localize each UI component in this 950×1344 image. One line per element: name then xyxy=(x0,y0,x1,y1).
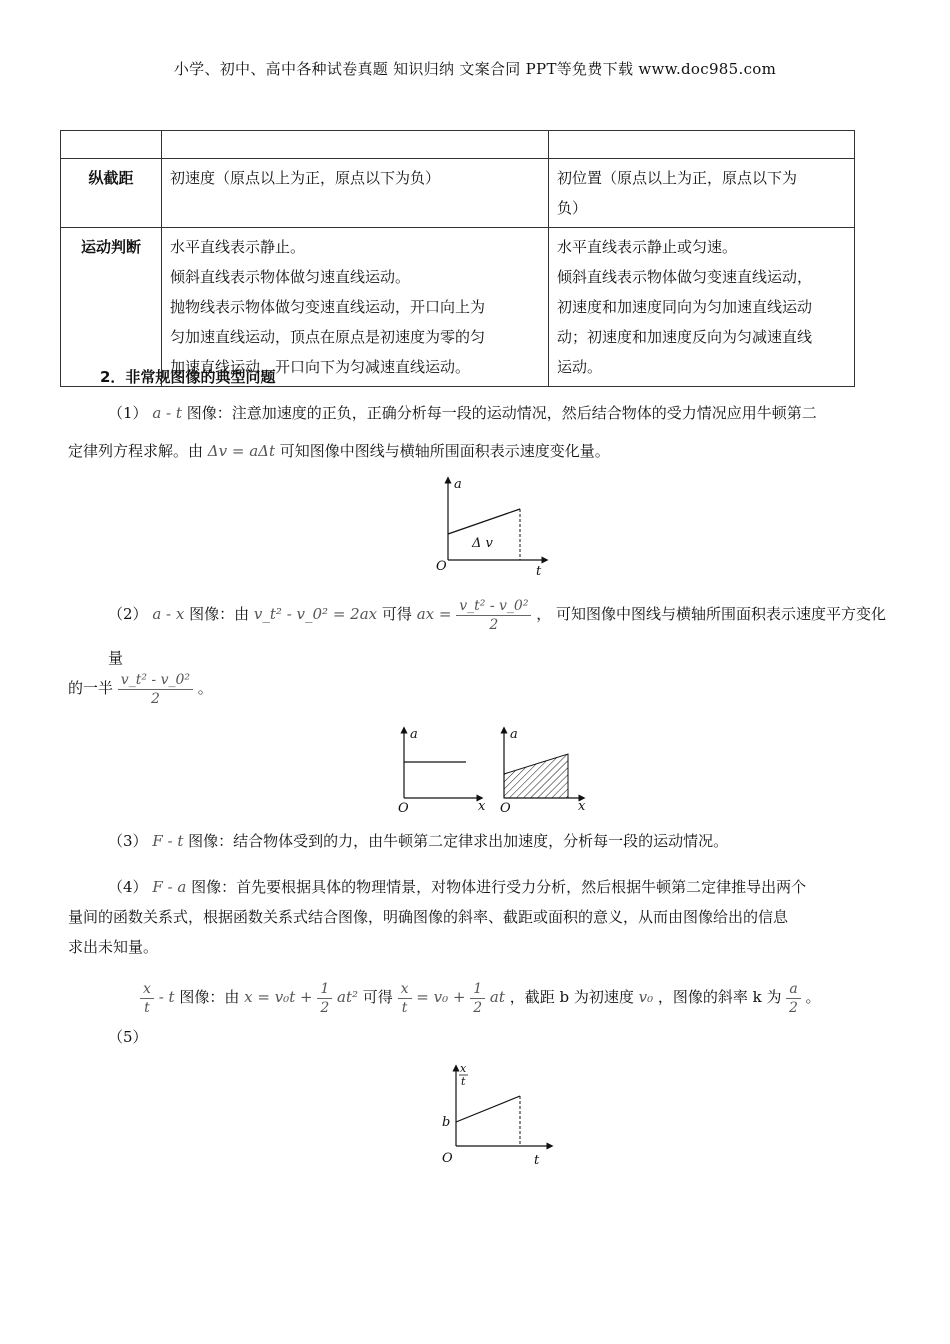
item5-formula1: x = v₀t + xyxy=(244,988,318,1006)
row-head: 纵截距 xyxy=(61,159,162,228)
cell-line: 抛物线表示物体做匀变速直线运动，开口向上为 xyxy=(170,298,486,316)
origin-label: O xyxy=(500,801,511,816)
item5-formula2-tail: at xyxy=(489,988,505,1006)
item2-text-b: 可得 xyxy=(381,605,412,623)
a-half-fraction xyxy=(786,980,800,1017)
ax-graphs xyxy=(392,724,598,816)
hatched-area xyxy=(504,754,568,798)
intercept-label: b xyxy=(442,1115,451,1130)
item4-line3: 求出未知量。 xyxy=(68,938,159,956)
table-row xyxy=(61,159,855,228)
cell-line: 负） xyxy=(557,199,588,217)
item1-math: a - t xyxy=(152,404,182,422)
frac-numerator: 1 xyxy=(317,980,332,999)
cell-line: 初速度（原点以上为正，原点以下为负） xyxy=(170,169,441,187)
graph-line xyxy=(456,1096,520,1122)
item2-text-c: ， 可知图像中图线与横轴所围面积表示速度平方变化量 xyxy=(108,605,887,667)
ax-graph-constant xyxy=(398,727,486,816)
cell-line: 匀加速直线运动，顶点在原点是初速度为零的匀 xyxy=(170,328,486,346)
y-label-denominator: t xyxy=(461,1075,466,1088)
item4-line1 xyxy=(108,872,898,902)
frac-denominator: 2 xyxy=(789,999,798,1016)
item3-num: （3） xyxy=(108,832,148,850)
page-header: 小学、初中、高中各种试卷真题 知识归纳 文案合同 PPT等免费下载 www.doc985.com xyxy=(173,60,777,78)
item2-text-e: 。 xyxy=(197,679,213,697)
item5-text-c: ，截距 b 为初速度 xyxy=(509,988,634,1006)
item5-text-e: 。 xyxy=(805,988,821,1006)
item2-math: a - x xyxy=(152,605,185,623)
half-fraction-2 xyxy=(470,980,485,1017)
x-label: t xyxy=(534,1153,540,1168)
frac-denominator: 2 xyxy=(473,999,483,1016)
xt-fraction xyxy=(140,980,154,1017)
item1-line1 xyxy=(108,398,888,428)
origin-label: O xyxy=(442,1151,453,1166)
cell-line: 倾斜直线表示物体做匀速直线运动。 xyxy=(170,268,411,286)
item5-minus-t: - t xyxy=(158,988,175,1006)
frac-denominator: 2 xyxy=(320,999,330,1016)
cell-line: 动；初速度和加速度反向为匀减速直线 xyxy=(557,328,813,346)
item1-text1: 图像：注意加速度的正负，正确分析每一段的运动情况，然后结合物体的受力情况应用牛顿第二 xyxy=(186,404,817,422)
item5-text-b: 可得 xyxy=(362,988,393,1006)
item4-line1-text: 图像：首先要根据具体的物理情景，对物体进行受力分析，然后根据牛顿第二定律推导出两个 xyxy=(191,878,807,896)
item2-fraction-2 xyxy=(118,671,193,708)
item5-formula1-tail: at² xyxy=(337,988,359,1006)
frac-numerator: v_t² - v_0² xyxy=(118,671,193,690)
frac-denominator: t xyxy=(401,999,408,1016)
item5-v0: v₀ xyxy=(638,988,654,1006)
item1-line2 xyxy=(68,436,888,466)
section-title: 2．非常规图像的典型问题 xyxy=(100,368,276,386)
item2-text-d: 的一半 xyxy=(68,679,114,697)
y-label: a xyxy=(510,727,518,742)
frac-numerator: v_t² - v_0² xyxy=(456,597,531,616)
xt-fraction-2 xyxy=(398,980,412,1017)
frac-denominator: t xyxy=(144,999,150,1016)
item2-text-a: 图像：由 xyxy=(189,605,250,623)
x-label: x xyxy=(578,799,586,814)
item3-math: F - t xyxy=(152,832,184,850)
cell-line: 水平直线表示静止。 xyxy=(170,238,306,256)
comparison-table xyxy=(60,130,855,387)
item2-formula2-left: ax = xyxy=(416,605,452,623)
item1-text2b: 可知图像中图线与横轴所围面积表示速度变化量。 xyxy=(279,442,610,460)
item2-line2 xyxy=(68,666,468,710)
x-label: t xyxy=(536,564,542,579)
y-label-numerator: x xyxy=(460,1062,467,1075)
item2-fraction xyxy=(456,597,531,634)
area-label: Δ v xyxy=(472,536,493,551)
origin-label: O xyxy=(398,801,409,816)
cell-line: 初位置（原点以上为正，原点以下为 xyxy=(557,169,798,187)
item5-text-a: 图像：由 xyxy=(179,988,240,1006)
cell-line: 倾斜直线表示物体做匀变速直线运动， xyxy=(557,268,813,286)
ax-graph-sloped xyxy=(500,727,586,816)
cell-line: 初速度和加速度同向为匀加速直线运动 xyxy=(557,298,813,316)
table-cell xyxy=(549,131,855,159)
x-label: x xyxy=(478,799,486,814)
frac-denominator: 2 xyxy=(150,690,160,707)
item5-num: （5） xyxy=(108,1028,148,1046)
y-label: a xyxy=(454,477,462,492)
y-label: a xyxy=(410,727,418,742)
item4-math: F - a xyxy=(152,878,187,896)
frac-numerator: x xyxy=(398,980,412,999)
frac-denominator: 2 xyxy=(489,616,499,633)
table-cell xyxy=(162,228,549,387)
item5-formula2-mid: = v₀ + xyxy=(416,988,471,1006)
row-head: 运动判断 xyxy=(61,228,162,387)
frac-numerator: 1 xyxy=(470,980,485,999)
frac-numerator: x xyxy=(140,980,154,999)
item4-num: （4） xyxy=(108,878,148,896)
table-cell xyxy=(549,228,855,387)
at-graph xyxy=(420,472,560,580)
item3-text: 图像：结合物体受到的力，由牛顿第二定律求出加速度，分析每一段的运动情况。 xyxy=(188,832,729,850)
table-cell xyxy=(162,159,549,228)
cell-line: 水平直线表示静止或匀速。 xyxy=(557,238,738,256)
item1-formula: Δv = aΔt xyxy=(207,442,276,460)
xt-t-graph xyxy=(432,1060,562,1172)
origin-label: O xyxy=(436,559,447,574)
item4-line2: 量间的函数关系式，根据函数关系式结合图像，明确图像的斜率、截距或面积的意义，从而由图像给出的信息 xyxy=(68,908,789,926)
item5-text-d: ，图像的斜率 k 为 xyxy=(657,988,782,1006)
table-row xyxy=(61,131,855,159)
graph-line xyxy=(448,509,520,534)
table-row xyxy=(61,228,855,387)
table-cell xyxy=(549,159,855,228)
half-fraction xyxy=(317,980,332,1017)
frac-numerator: a xyxy=(786,980,800,999)
item2-num: （2） xyxy=(108,605,148,623)
cell-line: 加速直线运动，开口向下为匀减速直线运动。 xyxy=(170,358,471,376)
row-head xyxy=(61,131,162,159)
item2-formula1: v_t² - v_0² = 2ax xyxy=(253,605,378,623)
item3-line xyxy=(108,826,888,856)
item1-text2a: 定律列方程求解。由 xyxy=(68,442,204,460)
item5-line xyxy=(140,972,900,1022)
cell-line: 运动。 xyxy=(557,358,603,376)
table-cell xyxy=(162,131,549,159)
item1-num: （1） xyxy=(108,404,148,422)
